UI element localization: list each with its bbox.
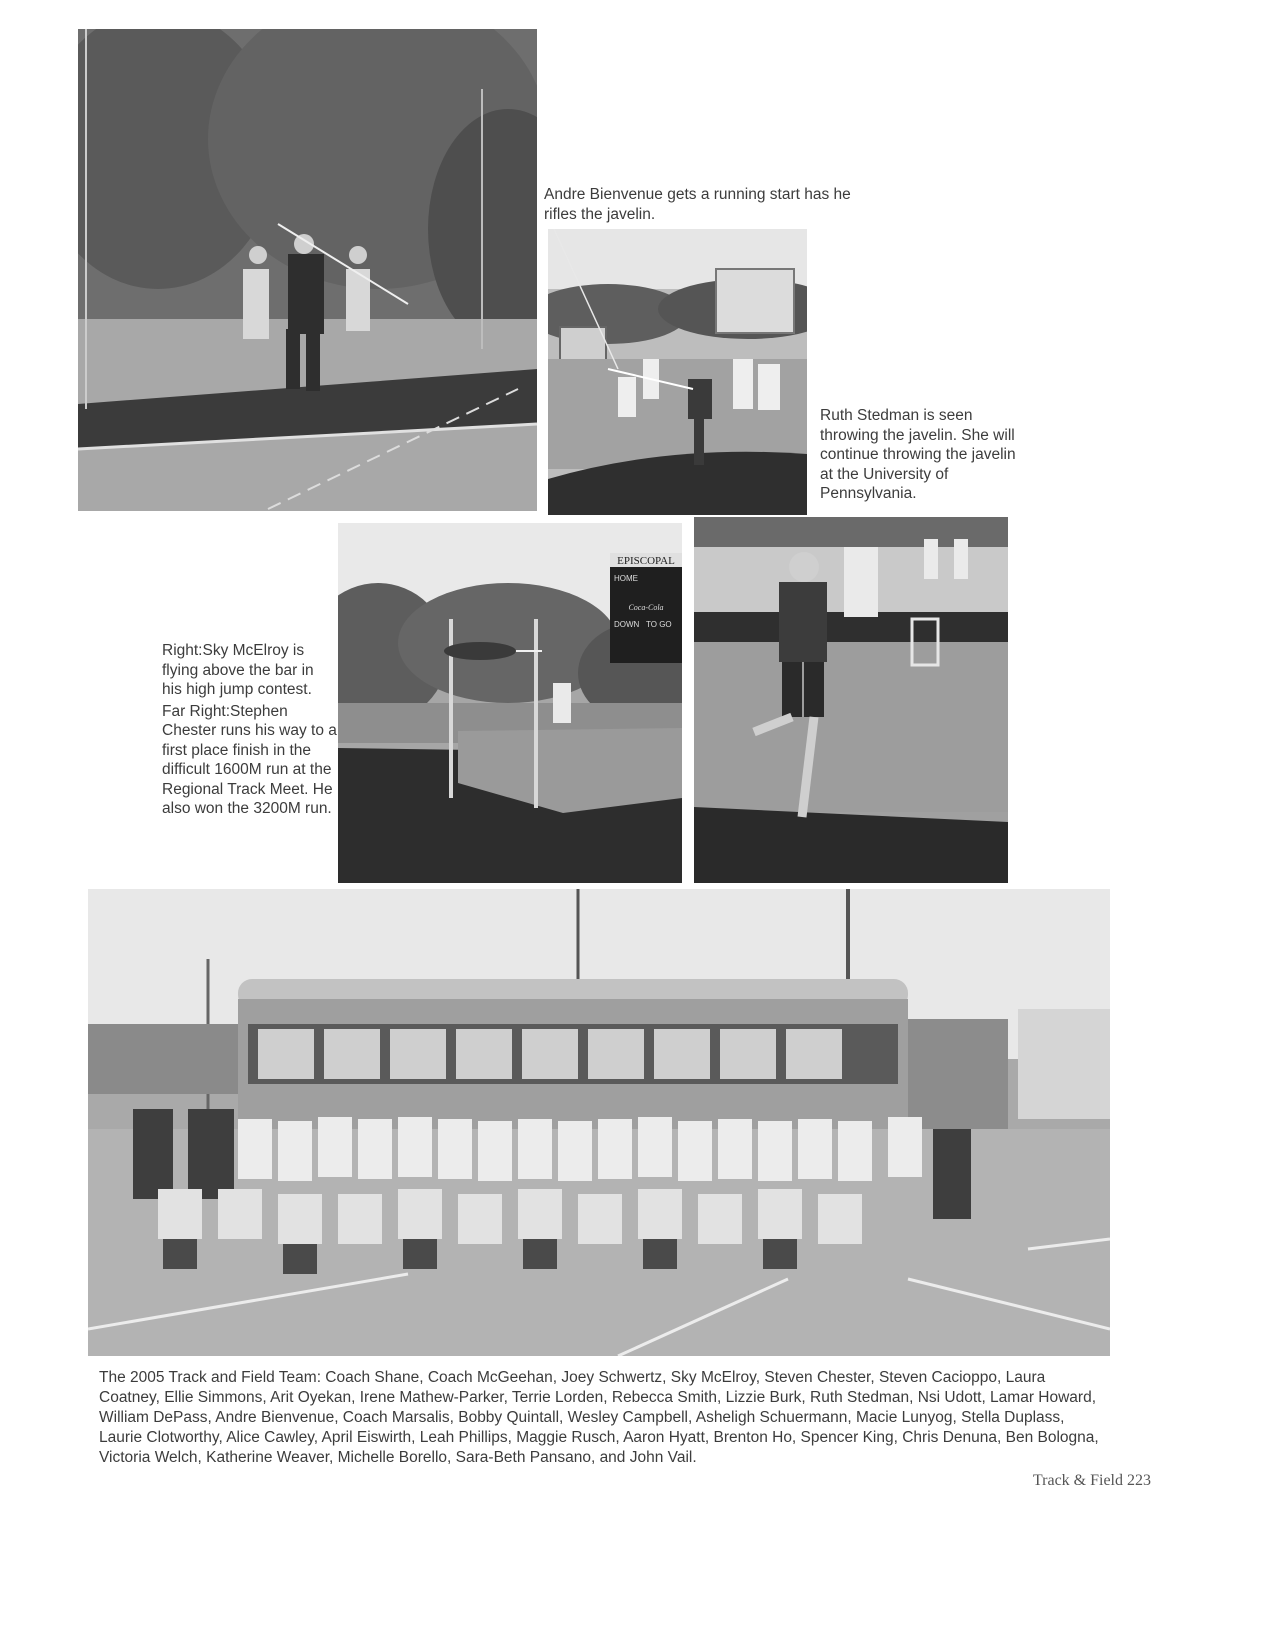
caption-team-text: The 2005 Track and Field Team: Coach Shane, Coach McGeehan, Joey Schwertz, Sky McElroy, Steven Chester, Steven Cacioppo, Laura Coatney, Ellie Simmons, Arit Oyekan, Irene Mathew-Parker, Terrie Lorden, Rebecca Smith, Lizzie Burk, Ruth Stedman, Nsi Udott, Lamar Howard, William DePass, Andre Bienvenue, Coach Marsalis, Bobby Quintall, Wesley Campbell, Asheligh Schuermann, Macie Lunyog, Stella Duplass, Laurie Clotworthy, Alice Cawley, April Eiswirth, Leah Phillips, Maggie Rusch, Aaron Hyatt, Brenton Ho, Spencer King, Chris Denuna, Ben Bologna, Victoria Welch, Katherine Weaver, Michelle Borello, Sara-Beth Pansano, and John Vail. xyxy=(99,1369,1099,1466)
scoreboard-sponsor: Coca-Cola xyxy=(628,603,664,612)
scoreboard-home: HOME xyxy=(614,574,638,583)
caption-javelin-andre-text: Andre Bienvenue gets a running start has he rifles the javelin. xyxy=(544,186,851,223)
photo-runner xyxy=(694,517,1008,883)
caption-jump-and-run xyxy=(162,641,337,819)
caption-javelin-andre xyxy=(544,185,854,224)
caption-javelin-ruth-text: Ruth Stedman is seen throwing the javelin. She will continue throwing the javelin at the University of Pennsylvania. xyxy=(820,407,1016,502)
scoreboard-down: DOWN xyxy=(614,620,640,629)
page-folio xyxy=(1033,1472,1151,1490)
folio-section: Track & Field xyxy=(1032,1472,1123,1489)
photo-high-jump xyxy=(338,523,682,883)
caption-team xyxy=(99,1368,1099,1468)
scoreboard-header: EPISCOPAL xyxy=(617,555,675,567)
photo-team xyxy=(88,889,1110,1356)
caption-javelin-ruth xyxy=(820,406,1020,504)
scoreboard-to-go: TO GO xyxy=(646,620,672,629)
caption-high-jump-text: Right:Sky McElroy is flying above the bar in his high jump contest. xyxy=(162,642,314,698)
folio-page-number: 223 xyxy=(1127,1472,1151,1489)
photo-javelin-andre xyxy=(78,29,537,511)
photo-javelin-ruth xyxy=(548,229,807,515)
caption-runner-text: Far Right:Stephen Chester runs his way to a first place finish in the difficult 1600M run at the Regional Track Meet. He also won the 3200M run. xyxy=(162,702,337,817)
